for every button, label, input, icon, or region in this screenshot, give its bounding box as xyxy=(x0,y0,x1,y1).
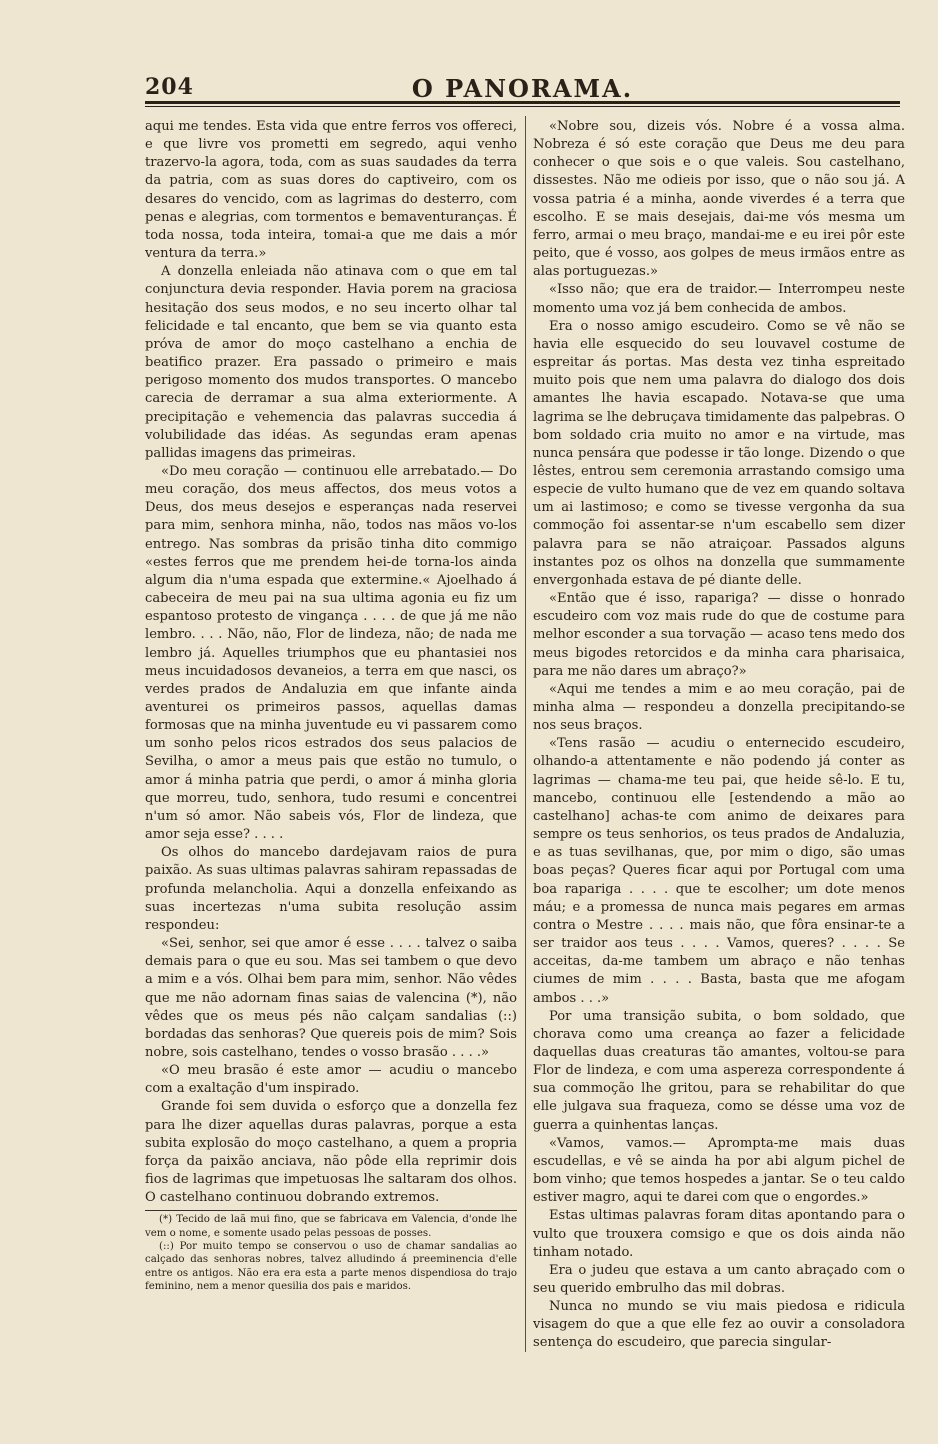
paragraph: Os olhos do mancebo dardejavam raios de pura paixão. As suas ultimas palavras sahiram repassadas de profunda melancholia. Aqui a donzella enfeixando as suas incertezas n'uma subita resolução assim respondeu: xyxy=(145,845,517,933)
left-column xyxy=(145,118,517,1293)
paragraph: «Do meu coração — continuou elle arrebatado.— Do meu coração, dos meus affectos, dos meus votos a Deus, dos meus desejos e esperanças nada reservei para mim, senhora minha, não, todos nas mãos vo-los entrego. Nas sombras da prisão tinha dito commigo «estes ferros que me prendem hei-de torna-los ainda algum dia n'uma espada que extermine.« Ajoelhado á cabeceira de meu pai na sua ultima agonia eu fiz um espantoso protesto de vingança . . . . de que já me não lembro. . . . Não, não, Flor de lindeza, não; de nada me lembro já. Aquelles triumphos que eu phantasiei nos meus incuidadosos devaneios, a terra em que nasci, os verdes prados de Andaluzia em que infante ainda aventurei os primeiros passos, aquellas damas formosas que na minha juventude eu vi passarem como um sonho pelos ricos estrados dos seus palacios de Sevilha, o amor a meus pais que estão no tumulo, o amor á minha patria que perdi, o amor á minha gloria que morreu, tudo, senhora, tudo resumi e concentrei n'um só amor. Não sabeis vós, Flor de lindeza, que amor seja esse? . . . . xyxy=(145,463,517,843)
header-rule xyxy=(145,101,900,104)
paragraph: «Sei, senhor, sei que amor é esse . . . . talvez o saiba demais para o que eu sou. Mas sei tambem o que devo a mim e a vós. Olhai bem para mim, senhor. Não vêdes que me não adornam finas saias de valencina (*), não vêdes que os meus pés não calçam sandalias (::) bordadas das senhoras? Que quereis pois de mim? Sois nobre, sois castelhano, tendes o vosso brasão . . . .» xyxy=(145,936,517,1060)
paragraph: Por uma transição subita, o bom soldado, que chorava como uma creança ao fazer a felicidade daquellas duas creaturas tão amantes, voltou-se para Flor de lindeza, e com uma aspereza correspondente á sua commoção lhe gritou, para se rehabilitar do que elle julgava sua fraqueza, como se désse uma voz de guerra a quinhentas lanças. xyxy=(533,1008,905,1133)
paragraph: Era o judeu que estava a um canto abraçado com o seu querido embrulho das mil dobras. xyxy=(533,1262,905,1296)
footnote: (::) Por muito tempo se conservou o uso de chamar sandalias ao calçado das senhoras nobres, talvez alludindo á preeminencia d'elle entre os antigos. Não era era esta a parte menos dispendiosa do trajo feminino, nem a menor quesilia dos pais e maridos. xyxy=(145,1240,517,1292)
paragraph: Era o nosso amigo escudeiro. Como se vê não se havia elle esquecido do seu louvavel costume de espreitar ás portas. Mas desta vez tinha espreitado muito pois que nem uma palavra do dialogo dos dois amantes lhe havia escapado. Notava-se que uma lagrima se lhe debruçava timidamente das palpebras. O bom soldado cria muito no amor e na virtude, mas nunca pensára que podesse ir tão longe. Dizendo o que lêstes, entrou sem ceremonia arrastando comsigo uma especie de vulto humano que de vez em quando soltava um ai lastimoso; e como se tivesse vergonha da sua commoção foi assentar-se n'um escabello sem dizer palavra para se não atraiçoar. Passados alguns instantes poz os olhos na donzella que summamente envergonhada estava de pé diante delle. xyxy=(533,318,905,588)
paragraph: aqui me tendes. Esta vida que entre ferros vos offereci, e que livre vos prometti em segredo, aqui venho trazervo-la agora, toda, com as suas saudades da terra da patria, com as suas dores do captiveiro, com os desares do vencido, com as lagrimas do desterro, com penas e alegrias, com tormentos e bemaventuranças. É toda nossa, toda inteira, tomai-a que me dais a mór ventura da terra.» xyxy=(145,119,517,262)
paragraph: Nunca no mundo se viu mais piedosa e ridicula visagem do que a que elle fez ao ouvir a consoladora sentença do escudeiro, que parecia singular- xyxy=(533,1299,905,1351)
journal-title: O PANORAMA. xyxy=(411,74,634,103)
paragraph: Grande foi sem duvida o esforço que a donzella fez para lhe dizer aquellas duras palavras, porque a esta subita explosão do moço castelhano, a quem a propria força da paixão anciava, não pôde ella reprimir dois fios de lagrimas que impetuosas lhe saltaram dos olhos. O castelhano continuou dobrando extremos. xyxy=(145,1099,517,1206)
paragraph: «O meu brasão é este amor — acudiu o mancebo com a exaltação d'um inspirado. xyxy=(145,1063,517,1097)
page-number: 204 xyxy=(145,74,194,100)
footnote: (*) Tecido de laã mui fino, que se fabricava em Valencia, d'onde lhe vem o nome, e somente usado pelas pessoas de posses. xyxy=(145,1214,517,1239)
paragraph: «Vamos, vamos.— Apromptа-me mais duas escudellas, e vê se ainda ha por abi algum pichel de bom vinho; que temos hospedes a jantar. Se o teu caldo estiver magro, aqui te darei com que o engordes.» xyxy=(533,1135,905,1206)
paragraph: «Tens rasão — acudiu o enternecido escudeiro, olhando-a attentamente e não podendo já conter as lagrimas — chama-me teu pai, que heide sê-lo. E tu, mancebo, continuou elle [estendendo a mão ao castelhano] achas-te com animo de deixares para sempre os teus senhorios, os teus prados de Andaluzia, e as tuas sevilhanas, que, por mim o digo, são umas boas peças? Queres ficar aqui por Portugal com uma boa rapariga . . . . que te escolher; um dote menos máu; e a promessa de nunca mais pegares em armas contra o Mestre . . . . mais não, que fôra ensinar-te a ser traidor aos teus . . . . Vamos, queres? . . . . Se acceitas, da-me tambem um abraço e não tenhas ciumes de mim . . . . Basta, basta que me afogam ambos . . .» xyxy=(533,736,905,1006)
paragraph: «Aqui me tendes a mim e ao meu coração, pai de minha alma — respondeu a donzella precipitando-se nos seus braços. xyxy=(533,681,905,734)
paragraph: A donzella enleiada não atinava com o que em tal conjunctura devia responder. Havia porem na graciosa hesitação dos seus modos, e no seu incerto olhar tal felicidade e tal encanto, que bem se via quanto esta próva de amor do moço castelhano a enchia de beatifico prazer. Era passado o primeiro e mais perigoso momento dos mudos transportes. O mancebo carecia de derramar a sua alma exteriormente. A precipitação e vehemencia das palavras succedia á volubilidade das idéas. As segundas eram apenas pallidas imagens das primeiras. xyxy=(145,264,517,461)
column-divider xyxy=(525,116,526,1352)
paragraph: «Nobre sou, dizeis vós. Nobre é a vossa alma. Nobreza é só este coração que Deus me deu para conhecer o que sois e o que valeis. Sou castelhano, dissestes. Não me odieis por isso, que o não sou já. A vossa patria é a minha, aonde viverdes é a terra que escolho. E se mais desejais, dai-me vós mesma um ferro, armai o meu braço, mandai-me e eu irei pôr este peito, que é vosso, aos golpes de meus irmãos entre as alas portuguezas.» xyxy=(533,119,905,280)
header-rule-thin xyxy=(145,106,900,107)
right-column xyxy=(533,118,905,1353)
paragraph: «Isso não; que era de traidor.— Interrompeu neste momento uma voz já bem conhecida de ambos. xyxy=(533,282,905,316)
footnotes xyxy=(145,1210,517,1293)
paragraph: «Então que é isso, rapariga? — disse o honrado escudeiro com voz mais rude do que de costume para melhor esconder a sua torvação — acaso tens medo dos meus bigodes retorcidos e da minha cara pharisaica, para me não dares um abraço?» xyxy=(533,591,905,679)
paragraph: Estas ultimas palavras foram ditas apontando para o vulto que trouxera comsigo e que os dois ainda não tinham notado. xyxy=(533,1208,905,1260)
